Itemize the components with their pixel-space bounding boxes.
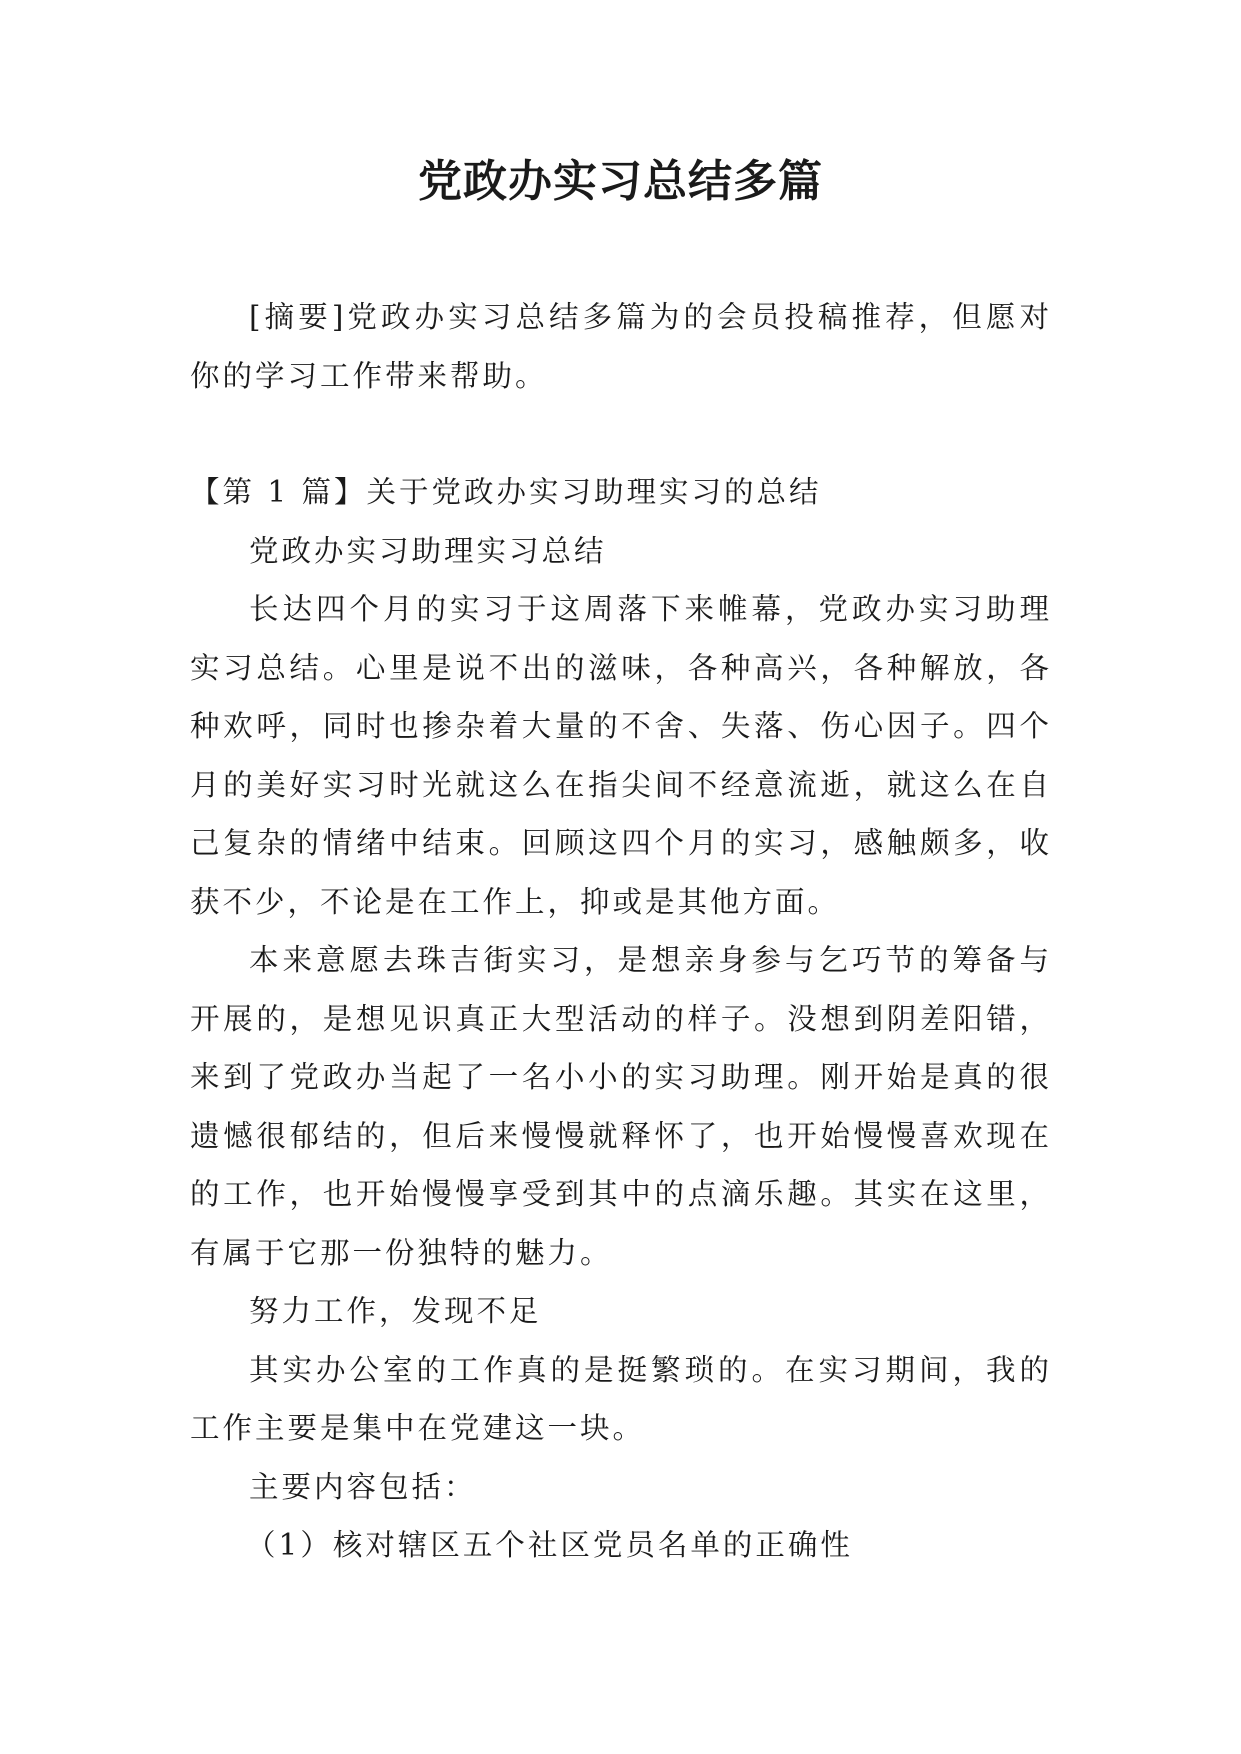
- work-paragraph: 其实办公室的工作真的是挺繁琐的。在实习期间，我的工作主要是集中在党建这一块。: [190, 1352, 1052, 1445]
- paragraph-gap: [190, 405, 1052, 463]
- body-paragraph: 本来意愿去珠吉街实习，是想亲身参与乞巧节的筹备与开展的，是想见识真正大型活动的样子。没想到阴差阳错，来到了党政办当起了一名小小的实习助理。刚开始是真的很遗憾很郁结的，但后来慢慢就释怀了，也开始慢慢喜欢现在的工作，也开始慢慢享受到其中的点滴乐趣。其实在这里，有属于它那一份独特的魅力。: [190, 943, 1052, 1270]
- section-subtitle: 党政办实习助理实习总结: [249, 533, 607, 568]
- contents-intro: 主要内容包括：: [249, 1469, 477, 1504]
- body-paragraph: 长达四个月的实习于这周落下来帷幕，党政办实习助理实习总结。心里是说不出的滋味，各种高兴，各种解放，各种欢呼，同时也掺杂着大量的不舍、失落、伤心因子。四个月的美好实习时光就这么在指尖间不经意流逝，就这么在自己复杂的情绪中结束。回顾这四个月的实习，感触颇多，收获不少，不论是在工作上，抑或是其他方面。: [190, 592, 1052, 919]
- abstract-paragraph: [摘要]党政办实习总结多篇为的会员投稿推荐，但愿对你的学习工作带来帮助。: [190, 300, 1052, 393]
- list-item: （1）核对辖区五个社区党员名单的正确性: [246, 1528, 853, 1562]
- subheading-work: 努力工作，发现不足: [249, 1294, 542, 1328]
- document-title: 党政办实习总结多篇: [418, 156, 823, 207]
- section-heading: 【第 1 篇】关于党政办实习助理实习的总结: [190, 475, 822, 509]
- document-body: [190, 288, 1052, 1575]
